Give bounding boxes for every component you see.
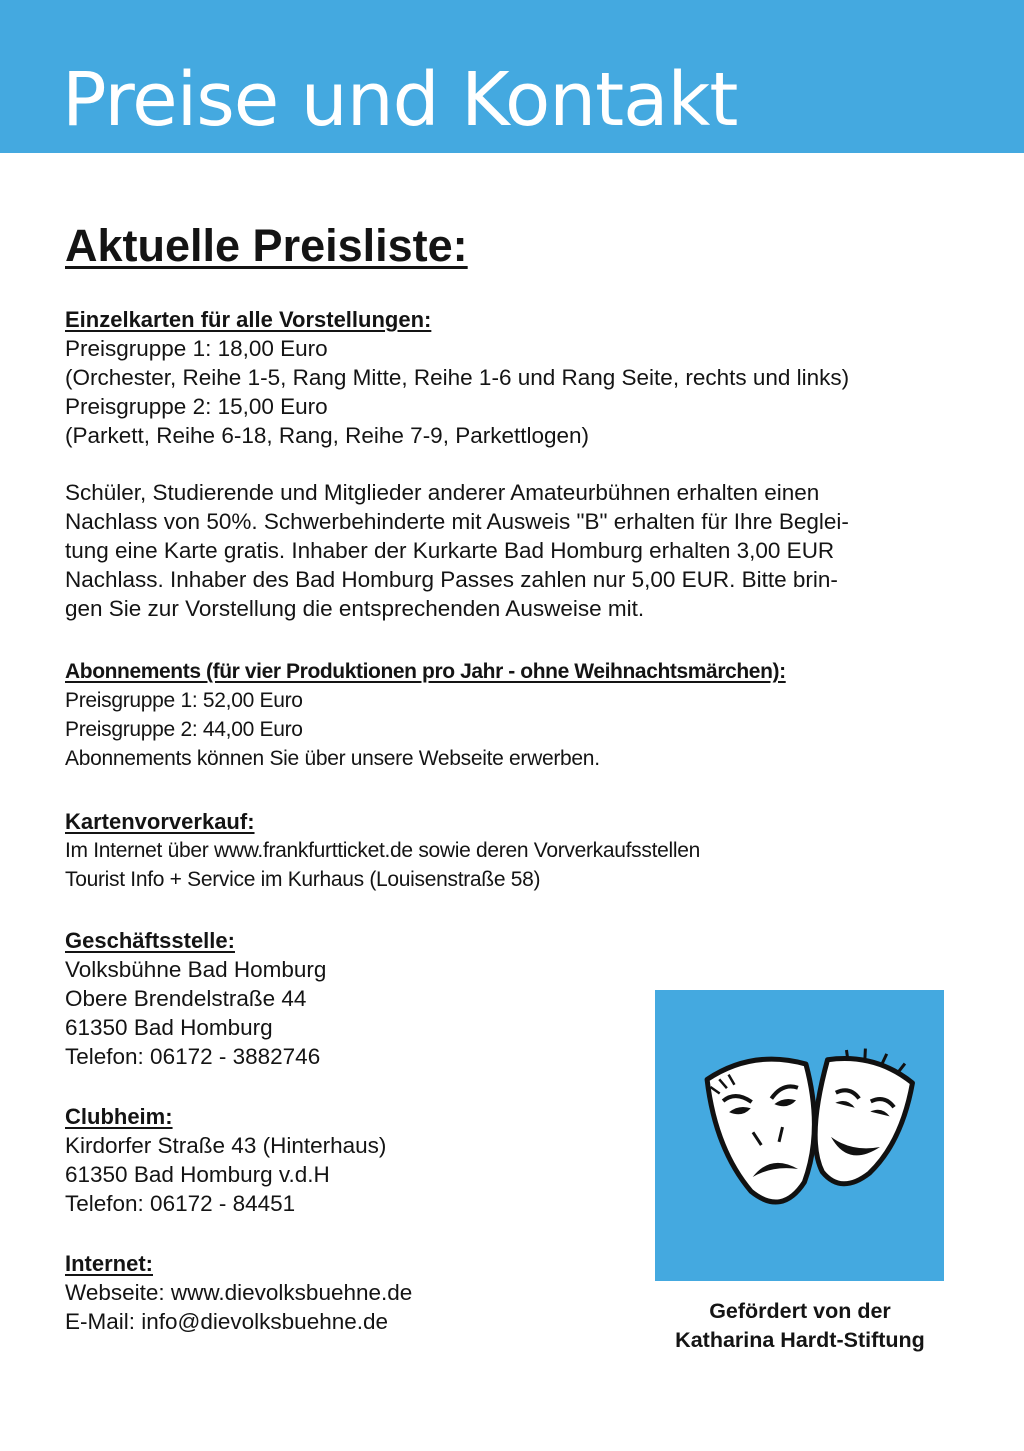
- clubhouse-phone: Telefon: 06172 - 84451: [65, 1191, 296, 1216]
- single-tickets-section: [65, 305, 980, 450]
- discount-line: Nachlass. Inhaber des Bad Homburg Passes zahlen nur 5,00 EUR. Bitte brin-: [65, 567, 838, 592]
- office-phone: Telefon: 06172 - 3882746: [65, 1044, 321, 1069]
- presale-heading: Kartenvorverkauf:: [65, 809, 255, 834]
- discounts-section: [65, 478, 980, 623]
- theater-masks-icon: [655, 990, 944, 1281]
- office-line: 61350 Bad Homburg: [65, 1015, 273, 1040]
- sponsor-credit: [620, 1297, 980, 1355]
- email-line: E-Mail: info@dievolksbuehne.de: [65, 1309, 389, 1334]
- discount-line: Nachlass von 50%. Schwerbehinderte mit Ausweis "B" erhalten für Ihre Beglei-: [65, 509, 849, 534]
- page-title: Preise und Kontakt: [62, 57, 738, 143]
- title-banner: [0, 0, 1024, 153]
- sponsor-logo: [655, 990, 944, 1281]
- price-group-1-seats: (Orchester, Reihe 1-5, Rang Mitte, Reihe 1-6 und Rang Seite, rechts und links): [65, 365, 850, 390]
- subscription-price-2: Preisgruppe 2: 44,00 Euro: [65, 718, 303, 741]
- subscription-note: Abonnements können Sie über unsere Webseite erwerben.: [65, 747, 600, 770]
- price-list-heading: Aktuelle Preisliste:: [65, 220, 468, 271]
- clubhouse-line: 61350 Bad Homburg v.d.H: [65, 1162, 330, 1187]
- internet-heading: Internet:: [65, 1251, 153, 1276]
- presale-line: Im Internet über www.frankfurtticket.de sowie deren Vorverkaufsstellen: [65, 839, 700, 862]
- office-line: Obere Brendelstraße 44: [65, 986, 307, 1011]
- single-tickets-heading: Einzelkarten für alle Vorstellungen:: [65, 307, 432, 332]
- office-heading: Geschäftsstelle:: [65, 928, 235, 953]
- clubhouse-line: Kirdorfer Straße 43 (Hinterhaus): [65, 1133, 387, 1158]
- subscriptions-section: [65, 657, 980, 773]
- discount-line: tung eine Karte gratis. Inhaber der Kurkarte Bad Homburg erhalten 3,00 EUR: [65, 538, 835, 563]
- office-line: Volksbühne Bad Homburg: [65, 957, 327, 982]
- sponsor-name: Katharina Hardt-Stiftung: [675, 1328, 925, 1352]
- sponsor-line: Gefördert von der: [709, 1299, 891, 1323]
- website-line: Webseite: www.dievolksbuehne.de: [65, 1280, 413, 1305]
- discount-line: gen Sie zur Vorstellung die entsprechenden Ausweise mit.: [65, 596, 645, 621]
- presale-section: [65, 807, 980, 894]
- subscription-price-1: Preisgruppe 1: 52,00 Euro: [65, 689, 303, 712]
- discount-line: Schüler, Studierende und Mitglieder anderer Amateurbühnen erhalten einen: [65, 480, 820, 505]
- clubhouse-heading: Clubheim:: [65, 1104, 173, 1129]
- price-group-1-line: Preisgruppe 1: 18,00 Euro: [65, 336, 328, 361]
- subscriptions-heading: Abonnements (für vier Produktionen pro Jahr - ohne Weihnachtsmärchen):: [65, 660, 786, 683]
- price-group-2-seats: (Parkett, Reihe 6-18, Rang, Reihe 7-9, Parkettlogen): [65, 423, 590, 448]
- presale-line: Tourist Info + Service im Kurhaus (Louisenstraße 58): [65, 868, 541, 891]
- price-group-2-line: Preisgruppe 2: 15,00 Euro: [65, 394, 328, 419]
